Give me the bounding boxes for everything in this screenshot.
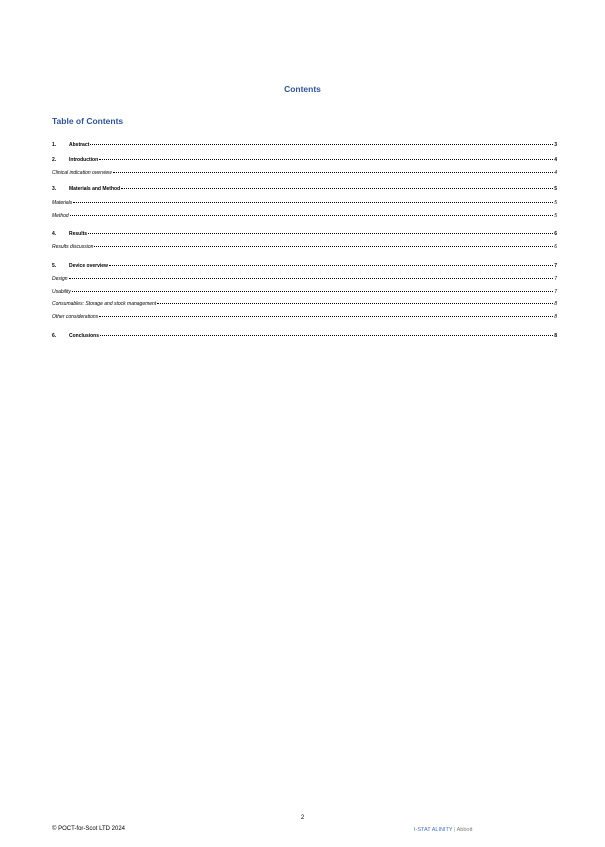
toc-dot-leader — [69, 274, 554, 279]
toc-entry-page: 8 — [554, 301, 557, 307]
toc-dot-leader — [70, 211, 554, 216]
toc-dot-leader — [94, 242, 553, 247]
toc-entry-title: Materials and Method — [69, 186, 121, 192]
toc-entry-title: Clinical indication overview — [52, 170, 112, 176]
toc-dot-leader — [113, 168, 553, 173]
footer-copyright: © POCT-for-Scot LTD 2024 — [52, 826, 125, 832]
toc-entry-number: 5. — [52, 263, 57, 269]
toc-entry-page: 8 — [554, 333, 557, 339]
toc-entry[interactable] — [52, 243, 557, 250]
toc-dot-leader — [73, 198, 553, 203]
toc-entry[interactable] — [52, 275, 557, 282]
footer-separator: | — [452, 827, 457, 833]
toc-entry-title: Method — [52, 213, 69, 219]
page-heading: Contents — [284, 84, 321, 94]
toc-dot-leader — [90, 140, 553, 145]
toc-entry-page: 4 — [554, 157, 557, 163]
toc-entry-number: 1. — [52, 142, 57, 148]
footer-device-brand — [414, 827, 473, 833]
toc-entry[interactable] — [52, 185, 557, 192]
toc-entry-page: 5 — [554, 213, 557, 219]
toc-entry[interactable] — [52, 156, 557, 163]
footer-brand: Abbott — [456, 827, 473, 833]
toc-entry-title: Device overview — [69, 263, 108, 269]
toc-entry[interactable] — [52, 230, 557, 237]
toc-entry[interactable] — [52, 300, 557, 307]
page-number: 2 — [300, 815, 305, 821]
toc-dot-leader — [99, 155, 553, 160]
toc-entry-title: Results discussion — [52, 244, 94, 250]
toc-entry[interactable] — [52, 262, 557, 269]
toc-entry-title: Abstract — [69, 142, 90, 148]
toc-entry-page: 5 — [554, 186, 557, 192]
toc-entry-page: 7 — [554, 276, 557, 282]
toc-title: Table of Contents — [52, 116, 124, 126]
toc-dot-leader — [99, 312, 553, 317]
toc-entry-page: 6 — [554, 244, 557, 250]
toc-entry-title: Consumables: Storage and stock management — [52, 301, 157, 307]
toc-dot-leader — [157, 299, 553, 304]
toc-dot-leader — [72, 287, 553, 292]
toc-entry-title: Design — [52, 276, 68, 282]
toc-entry[interactable] — [52, 199, 557, 206]
toc-entry-page: 6 — [554, 231, 557, 237]
toc-entry-number: 6. — [52, 333, 57, 339]
toc-entry[interactable] — [52, 212, 557, 219]
toc-entry[interactable] — [52, 141, 557, 148]
toc-entry-title: Usability — [52, 289, 71, 295]
toc-dot-leader — [121, 184, 553, 189]
toc-entry-title: Materials — [52, 200, 73, 206]
toc-dot-leader — [100, 331, 553, 336]
toc-entry-page: 7 — [554, 289, 557, 295]
toc-entry-title: Conclusions — [69, 333, 100, 339]
toc-entry-title: Introduction — [69, 157, 99, 163]
toc-entry-page: 3 — [554, 142, 557, 148]
toc-entry-number: 2. — [52, 157, 57, 163]
toc-entry-title: Results — [69, 231, 88, 237]
toc-entry[interactable] — [52, 332, 557, 339]
toc-entry-page: 8 — [554, 314, 557, 320]
toc-entry-number: 3. — [52, 186, 57, 192]
footer-device-name: I-STAT ALINITY — [414, 827, 453, 833]
toc-entry-number: 4. — [52, 231, 57, 237]
toc-entry[interactable] — [52, 313, 557, 320]
toc-entry-page: 7 — [554, 263, 557, 269]
toc-dot-leader — [109, 261, 553, 266]
toc-dot-leader — [88, 229, 553, 234]
toc-entry-page: 4 — [554, 170, 557, 176]
toc-entry-title: Other considerations — [52, 314, 99, 320]
toc-entry[interactable] — [52, 169, 557, 176]
toc-entry-page: 5 — [554, 200, 557, 206]
toc-entry[interactable] — [52, 288, 557, 295]
